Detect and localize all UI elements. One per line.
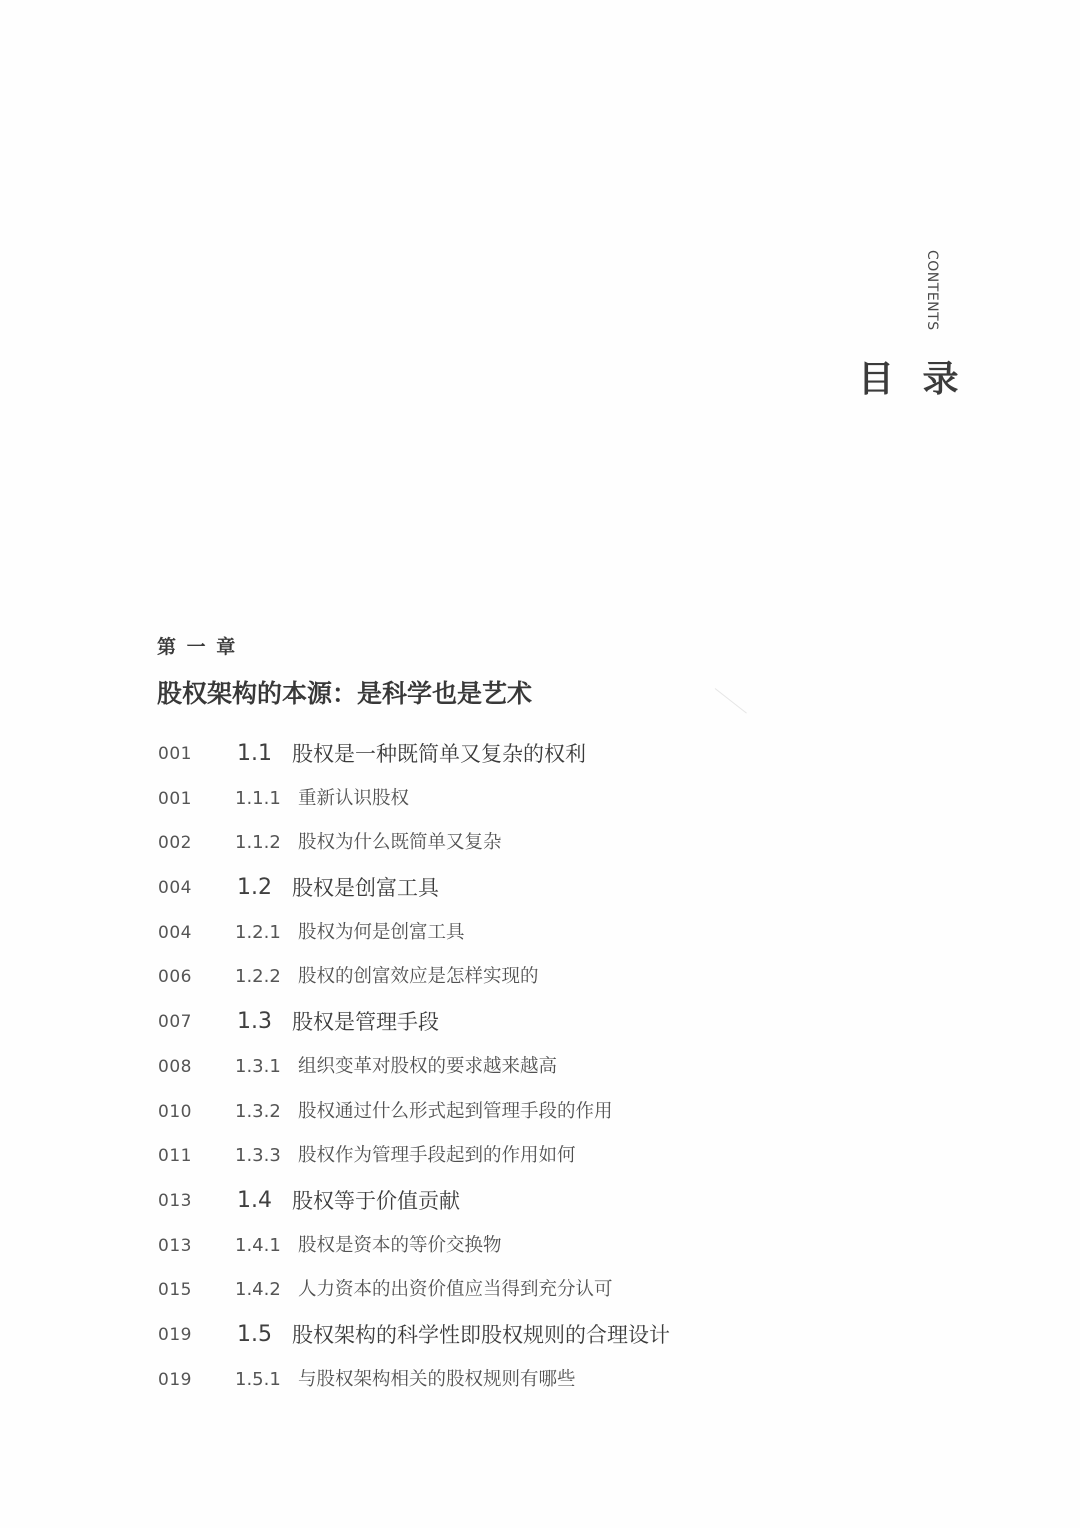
toc-section-title: 与股权架构相关的股权规则有哪些 xyxy=(298,1368,576,1390)
toc-section-title: 人力资本的出资价值应当得到充分认可 xyxy=(298,1279,613,1301)
toc-subsection-entry[interactable] xyxy=(0,777,1080,822)
scan-artifact xyxy=(715,688,747,713)
toc-subsection-entry[interactable] xyxy=(0,1134,1080,1179)
toc-page-number: 006 xyxy=(158,967,192,988)
toc-section-title: 股权通过什么形式起到管理手段的作用 xyxy=(298,1100,613,1122)
toc-section-entry[interactable] xyxy=(0,1179,1080,1224)
toc-section-title: 股权作为管理手段起到的作用如何 xyxy=(298,1145,576,1167)
toc-section-title: 股权为什么既简单又复杂 xyxy=(298,832,502,854)
toc-subsection-entry[interactable] xyxy=(0,911,1080,956)
toc-section-number: 1.2.2 xyxy=(235,966,281,988)
toc-subsection-entry[interactable] xyxy=(0,955,1080,1000)
toc-page-number: 019 xyxy=(158,1369,192,1390)
toc-page-number: 013 xyxy=(158,1190,192,1211)
chapter-number: 第 一 章 xyxy=(157,636,238,658)
toc-section-title: 股权是创富工具 xyxy=(292,876,439,901)
toc-section-title: 重新认识股权 xyxy=(298,787,410,809)
toc-section-entry[interactable] xyxy=(0,1313,1080,1358)
toc-subsection-entry[interactable] xyxy=(0,1268,1080,1313)
toc-list xyxy=(0,732,1080,1402)
toc-section-entry[interactable] xyxy=(0,1000,1080,1045)
toc-page-number: 015 xyxy=(158,1280,192,1301)
toc-section-number: 1.4 xyxy=(237,1187,272,1213)
toc-section-number: 1.4.2 xyxy=(235,1279,281,1301)
toc-section-title: 组织变革对股权的要求越来越高 xyxy=(298,1055,558,1077)
toc-section-number: 1.3.3 xyxy=(235,1145,281,1167)
contents-label: CONTENTS xyxy=(924,250,940,331)
toc-section-title: 股权等于价值贡献 xyxy=(292,1188,460,1213)
toc-section-number: 1.3 xyxy=(237,1009,272,1035)
toc-page-number: 001 xyxy=(158,788,192,809)
toc-section-number: 1.5.1 xyxy=(235,1368,281,1390)
toc-section-number: 1.2 xyxy=(237,875,272,901)
toc-page-number: 010 xyxy=(158,1101,192,1122)
toc-page-number: 019 xyxy=(158,1324,192,1345)
toc-section-title: 股权架构的科学性即股权规则的合理设计 xyxy=(292,1322,670,1347)
toc-page-number: 008 xyxy=(158,1056,192,1077)
toc-subsection-entry[interactable] xyxy=(0,1090,1080,1135)
toc-page-number: 004 xyxy=(158,878,192,899)
toc-section-title: 股权是管理手段 xyxy=(292,1010,439,1035)
toc-section-number: 1.1 xyxy=(237,741,272,766)
page-title: 目 录 xyxy=(858,359,967,400)
toc-section-title: 股权是一种既简单又复杂的权利 xyxy=(292,742,586,766)
toc-page-number: 002 xyxy=(158,833,192,854)
toc-section-title: 股权的创富效应是怎样实现的 xyxy=(298,966,539,988)
toc-section-entry[interactable] xyxy=(0,732,1080,777)
toc-section-title: 股权为何是创富工具 xyxy=(298,921,465,943)
chapter-title: 股权架构的本源：是科学也是艺术 xyxy=(157,679,533,708)
toc-page-number: 013 xyxy=(158,1235,192,1256)
toc-page-number: 011 xyxy=(158,1146,192,1167)
toc-section-number: 1.3.2 xyxy=(235,1100,281,1122)
toc-page-number: 007 xyxy=(158,1012,192,1033)
toc-section-entry[interactable] xyxy=(0,866,1080,911)
toc-section-number: 1.4.1 xyxy=(235,1234,281,1256)
toc-subsection-entry[interactable] xyxy=(0,821,1080,866)
toc-page-number: 001 xyxy=(158,744,192,764)
toc-section-number: 1.5 xyxy=(237,1321,272,1347)
toc-page-number: 004 xyxy=(158,922,192,943)
toc-section-number: 1.1.1 xyxy=(235,787,281,809)
toc-section-number: 1.1.2 xyxy=(235,832,281,854)
toc-subsection-entry[interactable] xyxy=(0,1045,1080,1090)
toc-subsection-entry[interactable] xyxy=(0,1358,1080,1403)
toc-section-title: 股权是资本的等价交换物 xyxy=(298,1234,502,1256)
toc-subsection-entry[interactable] xyxy=(0,1224,1080,1269)
toc-section-number: 1.3.1 xyxy=(235,1055,281,1077)
toc-section-number: 1.2.1 xyxy=(235,921,281,943)
